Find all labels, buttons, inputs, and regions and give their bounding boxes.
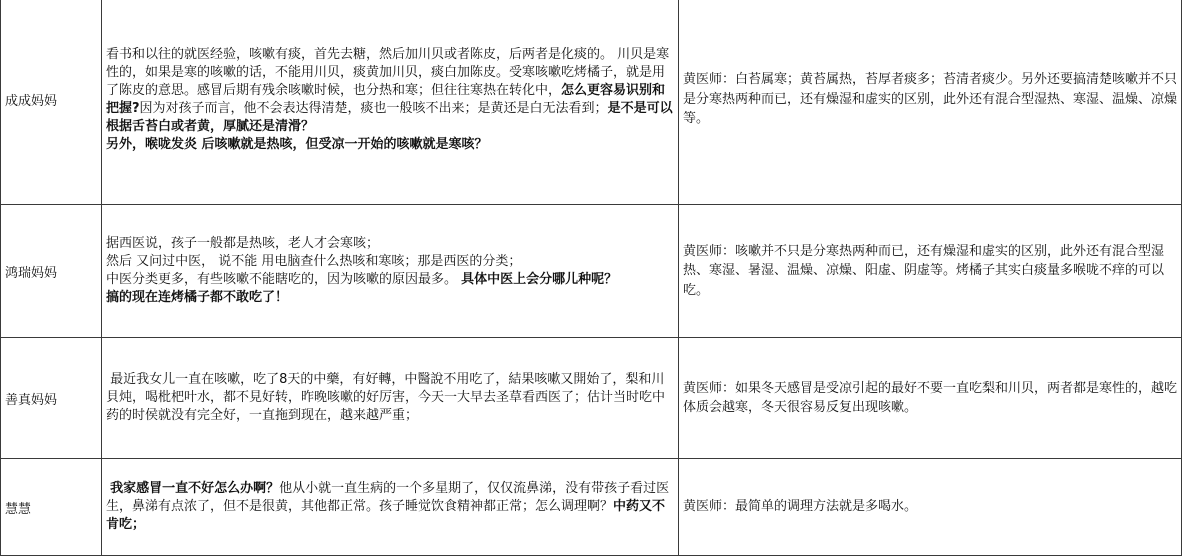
- question-text: 然后 又问过中医， 说不能 用电脑查什么热咳和寒咳；那是西医的分类；: [106, 254, 522, 269]
- answer-cell: 黄医师：如果冬天感冒是受凉引起的最好不要一直吃梨和川贝，两者都是寒性的，越吃体质会越寒，冬天很容易反复出现咳嗽。: [679, 338, 1182, 459]
- question-line: [106, 289, 674, 307]
- question-line: [106, 253, 674, 271]
- question-text: 看书和以往的就医经验，咳嗽有痰，首先去糖，然后加川贝或者陈皮，后两者是化痰的。 川贝是寒性的，如果是寒的咳嗽的话，不能用川贝，痰黄加川贝，痰白加陈皮。受寒咳嗽吃烤橘子，就是用了陈皮的意思。感冒后期有残余咳嗽时候，也分热和寒；但往往寒热在转化中，: [106, 46, 670, 98]
- table-row: [1, 338, 1182, 459]
- table-row: [1, 0, 1182, 205]
- answer-cell: 黄医师：最简单的调理方法就是多喝水。: [679, 459, 1182, 556]
- question-text: 因为对孩子而言，他不会表达得清楚，痰也一般咳不出来；是黄还是白无法看到；: [139, 100, 608, 116]
- question-text-bold: 搞的现在连烤橘子都不敢吃了！: [106, 290, 289, 305]
- question-text: 据西医说，孩子一般都是热咳，老人才会寒咳；: [106, 236, 380, 251]
- asker-name: 慧慧: [1, 459, 102, 556]
- question-line: [106, 480, 674, 534]
- question-line: [106, 271, 674, 289]
- question-line: [106, 235, 674, 253]
- question-line: [106, 46, 674, 136]
- question-line: [106, 371, 674, 425]
- table-row: [1, 205, 1182, 338]
- question-text-bold: 是不是可以根据舌苔白或者黄，厚腻还是清滑？: [106, 100, 673, 134]
- question-cell: [102, 205, 679, 338]
- question-text: 他从小就一直生病的一个多星期了，仅仅流鼻涕，没有带孩子看过医生，鼻涕有点浓了，但不是很黄，其他都正常。孩子睡觉饮食精神都正常；怎么调理啊？: [106, 481, 670, 514]
- question-text: 最近我女儿一直在咳嗽，吃了8天的中藥，有好轉，中醫說不用吃了，結果咳嗽又開始了，梨和川貝炖，喝枇杷叶水，都不見好转，昨晚咳嗽的好厉害，今天一大早去圣草看西医了；估计当时吃中药的时侯就没有完全好，一直拖到现在，越来越严重；: [106, 372, 666, 423]
- question-cell: [102, 0, 679, 205]
- answer-cell: 黄医师：咳嗽并不只是分寒热两种而已，还有燥湿和虚实的区别，此外还有混合型湿热、寒湿、暑湿、温燥、凉燥、阳虚、阴虚等。烤橘子其实白痰量多喉咙不痒的可以吃。: [679, 205, 1182, 338]
- question-line: [106, 136, 674, 154]
- question-text: 中医分类更多，有些咳嗽不能瞎吃的，因为咳嗽的原因最多。: [106, 272, 462, 287]
- question-text-bold: 另外，喉咙发炎 后咳嗽就是热咳，但受凉一开始的咳嗽就是寒咳？: [106, 136, 488, 152]
- asker-name: 善真妈妈: [1, 338, 102, 459]
- asker-name: 鸿瑞妈妈: [1, 205, 102, 338]
- asker-name: 成成妈妈: [1, 0, 102, 205]
- question-text-bold: 中药又不肯吃；: [106, 499, 666, 532]
- table-row: [1, 459, 1182, 556]
- question-text-bold: 怎么更容易识别和把握?: [106, 82, 666, 116]
- answer-cell: 黄医师：白苔属寒；黄苔属热，苔厚者痰多；苔清者痰少。另外还要搞清楚咳嗽并不只是分寒热两种而已，还有燥湿和虚实的区别，此外还有混合型湿热、寒湿、温燥、凉燥等。: [679, 0, 1182, 205]
- question-cell: [102, 459, 679, 556]
- question-cell: [102, 338, 679, 459]
- question-text-bold: 具体中医上会分哪儿种呢？: [461, 272, 618, 287]
- question-text-bold: 我家感冒一直不好怎么办啊？: [110, 481, 280, 496]
